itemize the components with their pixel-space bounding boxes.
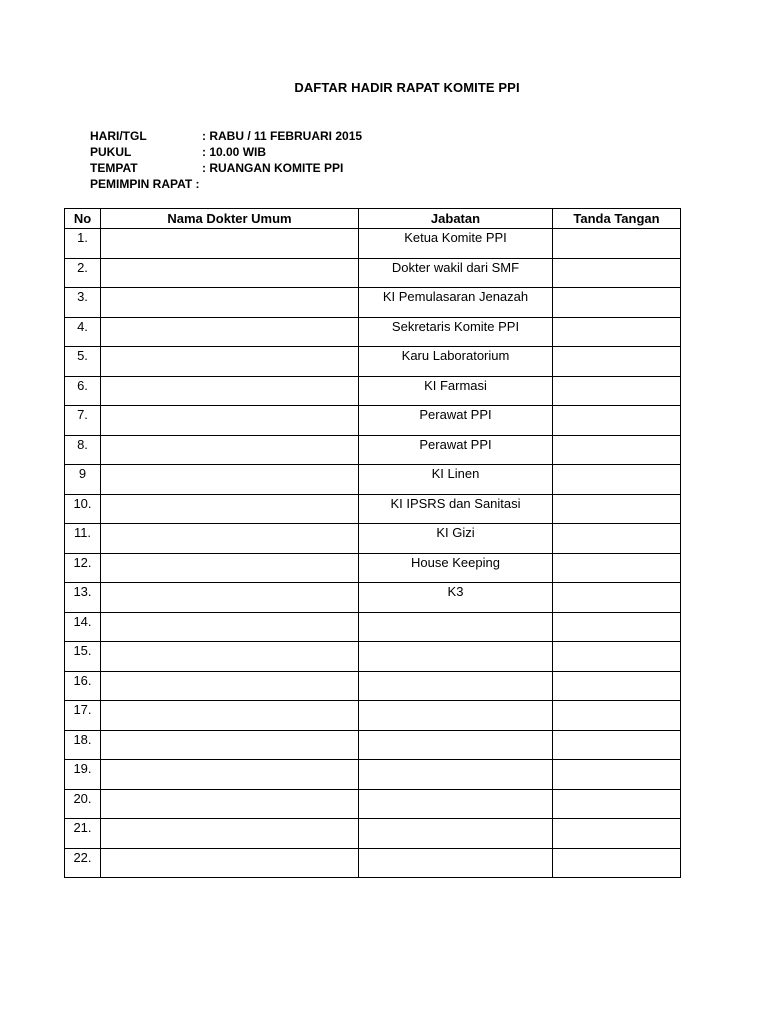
cell-no: 4. xyxy=(65,317,101,347)
meta-label: PUKUL xyxy=(90,145,132,159)
cell-jabatan xyxy=(359,642,553,672)
meta-value: : RUANGAN KOMITE PPI xyxy=(202,161,344,175)
cell-jabatan xyxy=(359,612,553,642)
table-row xyxy=(65,229,681,259)
table-row xyxy=(65,376,681,406)
table-row xyxy=(65,701,681,731)
cell-tanda-tangan[interactable] xyxy=(553,317,681,347)
table-row xyxy=(65,612,681,642)
cell-no: 10. xyxy=(65,494,101,524)
cell-nama[interactable] xyxy=(101,465,359,495)
cell-nama[interactable] xyxy=(101,494,359,524)
cell-jabatan xyxy=(359,760,553,790)
cell-jabatan: Ketua Komite PPI xyxy=(359,229,553,259)
cell-tanda-tangan[interactable] xyxy=(553,347,681,377)
cell-nama[interactable] xyxy=(101,642,359,672)
cell-jabatan: KI Linen xyxy=(359,465,553,495)
cell-tanda-tangan[interactable] xyxy=(553,612,681,642)
cell-nama[interactable] xyxy=(101,258,359,288)
cell-no: 8. xyxy=(65,435,101,465)
cell-tanda-tangan[interactable] xyxy=(553,671,681,701)
table-row xyxy=(65,760,681,790)
cell-no: 1. xyxy=(65,229,101,259)
cell-tanda-tangan[interactable] xyxy=(553,760,681,790)
cell-tanda-tangan[interactable] xyxy=(553,465,681,495)
meta-label: TEMPAT xyxy=(90,161,138,175)
cell-nama[interactable] xyxy=(101,553,359,583)
attendance-table xyxy=(64,208,681,878)
cell-nama[interactable] xyxy=(101,435,359,465)
cell-jabatan xyxy=(359,701,553,731)
cell-nama[interactable] xyxy=(101,701,359,731)
meta-row xyxy=(90,144,362,160)
table-row xyxy=(65,583,681,613)
cell-tanda-tangan[interactable] xyxy=(553,435,681,465)
cell-tanda-tangan[interactable] xyxy=(553,376,681,406)
table-row xyxy=(65,553,681,583)
cell-nama[interactable] xyxy=(101,347,359,377)
meta-label: HARI/TGL xyxy=(90,129,147,143)
cell-no: 3. xyxy=(65,288,101,318)
table-row xyxy=(65,494,681,524)
meta-value: : 10.00 WIB xyxy=(202,145,267,159)
cell-tanda-tangan[interactable] xyxy=(553,288,681,318)
cell-nama[interactable] xyxy=(101,317,359,347)
cell-nama[interactable] xyxy=(101,760,359,790)
table-row xyxy=(65,465,681,495)
cell-no: 21. xyxy=(65,819,101,849)
cell-nama[interactable] xyxy=(101,288,359,318)
meeting-info xyxy=(90,128,362,192)
cell-jabatan: KI Gizi xyxy=(359,524,553,554)
cell-no: 12. xyxy=(65,553,101,583)
cell-nama[interactable] xyxy=(101,229,359,259)
cell-no: 20. xyxy=(65,789,101,819)
cell-no: 6. xyxy=(65,376,101,406)
meta-value: : RABU / 11 FEBRUARI 2015 xyxy=(202,129,363,143)
cell-nama[interactable] xyxy=(101,524,359,554)
cell-nama[interactable] xyxy=(101,848,359,878)
cell-tanda-tangan[interactable] xyxy=(553,789,681,819)
table-row xyxy=(65,258,681,288)
cell-jabatan xyxy=(359,789,553,819)
header-nama: Nama Dokter Umum xyxy=(101,209,359,229)
cell-nama[interactable] xyxy=(101,583,359,613)
cell-tanda-tangan[interactable] xyxy=(553,642,681,672)
meta-row xyxy=(90,128,362,144)
cell-no: 18. xyxy=(65,730,101,760)
cell-tanda-tangan[interactable] xyxy=(553,258,681,288)
cell-no: 7. xyxy=(65,406,101,436)
cell-nama[interactable] xyxy=(101,819,359,849)
cell-nama[interactable] xyxy=(101,789,359,819)
table-row xyxy=(65,642,681,672)
cell-jabatan: Perawat PPI xyxy=(359,406,553,436)
cell-no: 11. xyxy=(65,524,101,554)
cell-nama[interactable] xyxy=(101,612,359,642)
cell-no: 9 xyxy=(65,465,101,495)
cell-jabatan: Sekretaris Komite PPI xyxy=(359,317,553,347)
meta-row xyxy=(90,176,362,192)
cell-nama[interactable] xyxy=(101,671,359,701)
table-row xyxy=(65,819,681,849)
document-title: DAFTAR HADIR RAPAT KOMITE PPI xyxy=(294,80,520,95)
meta-label: PEMIMPIN RAPAT : xyxy=(90,177,200,191)
cell-nama[interactable] xyxy=(101,730,359,760)
cell-jabatan xyxy=(359,671,553,701)
table-row xyxy=(65,347,681,377)
header-no: No xyxy=(65,209,101,229)
header-tanda-tangan: Tanda Tangan xyxy=(553,209,681,229)
cell-tanda-tangan[interactable] xyxy=(553,848,681,878)
cell-nama[interactable] xyxy=(101,376,359,406)
cell-no: 19. xyxy=(65,760,101,790)
cell-no: 5. xyxy=(65,347,101,377)
cell-no: 17. xyxy=(65,701,101,731)
cell-no: 15. xyxy=(65,642,101,672)
cell-jabatan: Perawat PPI xyxy=(359,435,553,465)
cell-tanda-tangan[interactable] xyxy=(553,229,681,259)
cell-nama[interactable] xyxy=(101,406,359,436)
cell-tanda-tangan[interactable] xyxy=(553,819,681,849)
cell-tanda-tangan[interactable] xyxy=(553,494,681,524)
header-jabatan: Jabatan xyxy=(359,209,553,229)
meta-row xyxy=(90,160,362,176)
cell-jabatan xyxy=(359,848,553,878)
table-row xyxy=(65,288,681,318)
cell-tanda-tangan[interactable] xyxy=(553,730,681,760)
cell-no: 13. xyxy=(65,583,101,613)
cell-jabatan xyxy=(359,730,553,760)
cell-jabatan: Karu Laboratorium xyxy=(359,347,553,377)
cell-jabatan: KI IPSRS dan Sanitasi xyxy=(359,494,553,524)
cell-tanda-tangan[interactable] xyxy=(553,701,681,731)
cell-no: 14. xyxy=(65,612,101,642)
cell-no: 22. xyxy=(65,848,101,878)
table-row xyxy=(65,524,681,554)
cell-jabatan: Dokter wakil dari SMF xyxy=(359,258,553,288)
cell-no: 16. xyxy=(65,671,101,701)
cell-jabatan: K3 xyxy=(359,583,553,613)
cell-tanda-tangan[interactable] xyxy=(553,583,681,613)
table-row xyxy=(65,848,681,878)
table-header-row xyxy=(65,209,681,229)
cell-no: 2. xyxy=(65,258,101,288)
table-row xyxy=(65,789,681,819)
table-row xyxy=(65,435,681,465)
cell-jabatan: House Keeping xyxy=(359,553,553,583)
cell-tanda-tangan[interactable] xyxy=(553,553,681,583)
cell-jabatan: KI Farmasi xyxy=(359,376,553,406)
cell-tanda-tangan[interactable] xyxy=(553,524,681,554)
table-row xyxy=(65,317,681,347)
cell-tanda-tangan[interactable] xyxy=(553,406,681,436)
cell-jabatan: KI Pemulasaran Jenazah xyxy=(359,288,553,318)
cell-jabatan xyxy=(359,819,553,849)
table-row xyxy=(65,671,681,701)
table-row xyxy=(65,406,681,436)
table-row xyxy=(65,730,681,760)
